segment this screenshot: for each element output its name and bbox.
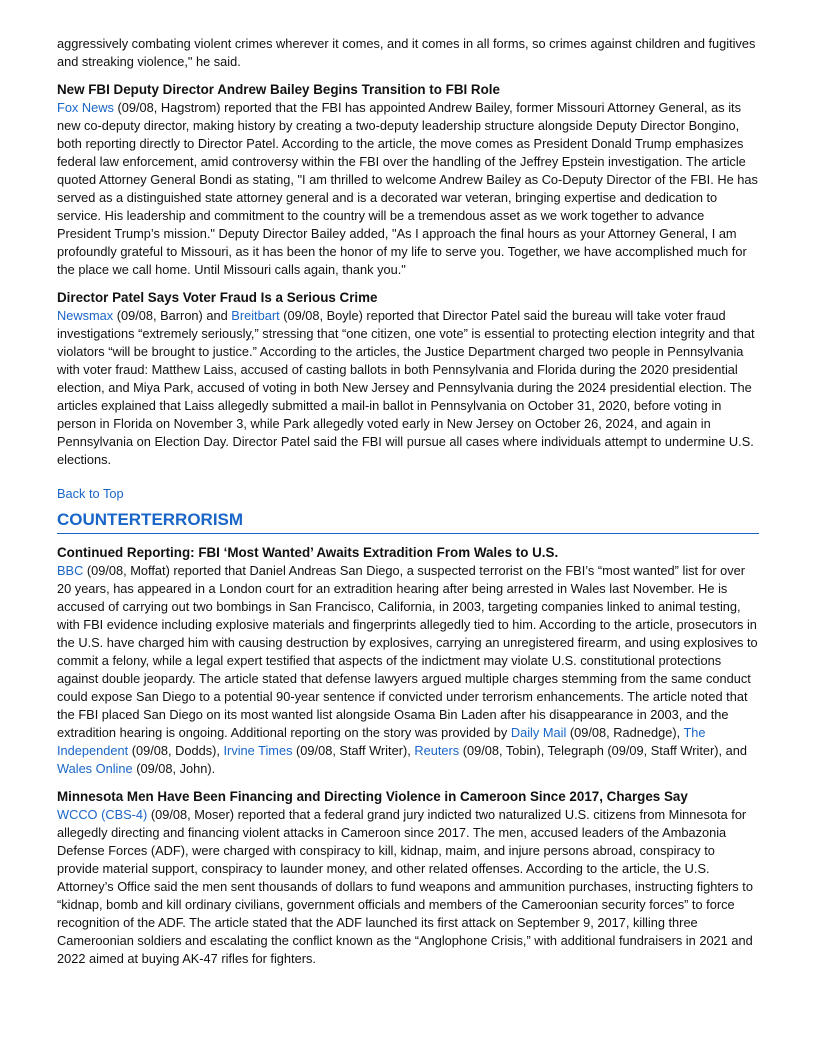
source-link-wcco[interactable]: WCCO (CBS-4) <box>57 807 148 822</box>
article-text: (09/08, Moser) reported that a federal grand jury indicted two naturalized U.S. citizens from Minnesota for allegedly directing and financing violent attacks in Cameroon since 2017. The men, accused leaders of the Ambazonia Defense Forces (ADF), were charged with conspiracy to kill, kidnap, maim, and injure persons abroad, conspiracy to provide material support, conspiracy to launder money, and other related offenses. According to the article, the U.S. Attorney’s Office said the men sent thousands of dollars to fund weapons and ammunition purchases, instructing fighters to “kidnap, bomb and kill ordinary civilians, government officials and members of the Cameroonian security forces” to force recognition of the ADF. The article stated that the ADF launched its first attack on September 9, 2017, killing three Cameroonian soldiers and escalating the conflict known as the “Anglophone Crisis,” with additional fundraisers in 2021 and 2022 aimed at buying AK-47 rifles for fighters. <box>57 807 753 966</box>
article-text: (09/08, Dodds), <box>128 743 224 758</box>
article-text: (09/08, Moffat) reported that Daniel Andreas San Diego, a suspected terrorist on the FBI’s “most wanted” list for over 20 years, has appeared in a London court for an extradition hearing after being arrested in Wales last November. He is accused of carrying out two bombings in San Francisco, California, in 2003, targeting companies linked to animal testing, with FBI evidence including explosive materials and fingerprints allegedly tied to him. According to the article, prosecutors in the U.S. have charged him with causing destruction by explosives, carrying an unregistered firearm, and using explosives to commit a felony, while a legal expert testified that aspects of the indictment may violate U.S. constitutional protections against double jeopardy. The article stated that defense lawyers argued multiple charges stemming from the same conduct could expose San Diego to a potential 90-year sentence if convicted under terrorism enhancements. The article noted that the FBI placed San Diego on its most wanted list alongside Osama Bin Laden after his disappearance in 2003, and the extradition hearing is ongoing. Additional reporting on the story was provided by <box>57 563 758 740</box>
article-body-voter-fraud <box>57 307 759 469</box>
source-link-wales-online[interactable]: Wales Online <box>57 761 133 776</box>
article-body-cameroon <box>57 806 759 968</box>
article-text: (09/08, Radnedge), <box>566 725 684 740</box>
article-text: (09/08, Barron) and <box>113 308 232 323</box>
article-body-bailey <box>57 99 759 279</box>
article-headline-bailey: New FBI Deputy Director Andrew Bailey Begins Transition to FBI Role <box>57 82 500 97</box>
article-headline-voter-fraud: Director Patel Says Voter Fraud Is a Serious Crime <box>57 290 378 305</box>
article-text: (09/08, Tobin), Telegraph (09/09, Staff Writer), and <box>459 743 748 758</box>
source-link-newsmax[interactable]: Newsmax <box>57 308 114 323</box>
source-link-the-independent[interactable]: The Independent <box>57 725 706 758</box>
source-link-daily-mail[interactable]: Daily Mail <box>510 725 567 740</box>
source-link-bbc[interactable]: BBC <box>57 563 84 578</box>
article-text: (09/08, Staff Writer), <box>292 743 415 758</box>
article-headline-cameroon: Minnesota Men Have Been Financing and Directing Violence in Cameroon Since 2017, Charges Say <box>57 789 688 804</box>
source-link-reuters[interactable]: Reuters <box>414 743 460 758</box>
back-to-top-link[interactable]: Back to Top <box>57 486 124 501</box>
source-link-irvine-times[interactable]: Irvine Times <box>223 743 293 758</box>
source-link-breitbart[interactable]: Breitbart <box>231 308 280 323</box>
article-text: (09/08, Hagstrom) reported that the FBI has appointed Andrew Bailey, former Missouri Attorney General, as its new co-deputy director, making history by creating a two-deputy leadership structure alongside Deputy Director Bongino, both reporting directly to Director Patel. According to the article, the move comes as President Donald Trump emphasizes federal law enforcement, amid controversy within the FBI over the handling of the Jeffrey Epstein investigation. The article quoted Attorney General Bondi as stating, "I am thrilled to welcome Andrew Bailey as Co-Deputy Director of the FBI. He has served as a distinguished state attorney general and is a decorated war veteran, bringing expertise and dedication to service. His leadership and commitment to the country will be a tremendous asset as we work together to advance President Trump’s mission." Deputy Director Bailey added, "As I approach the final hours as your Attorney General, I am profoundly grateful to Missouri, as it has been the honor of my life to serve you. Together, we have accomplished much for the place we call home. Until Missouri calls again, thank you." <box>57 100 758 277</box>
source-link-fox-news[interactable]: Fox News <box>57 100 114 115</box>
article-headline-extradition: Continued Reporting: FBI ‘Most Wanted’ Awaits Extradition From Wales to U.S. <box>57 545 559 560</box>
document-page <box>57 35 759 968</box>
section-title-counterterrorism: COUNTERTERRORISM <box>57 509 759 534</box>
article-text: (09/08, John). <box>132 761 216 776</box>
article-body-extradition <box>57 562 759 778</box>
article-text: (09/08, Boyle) reported that Director Patel said the bureau will take voter fraud investigations “extremely seriously,” stressing that “one citizen, one vote” is essential to protecting election integrity and that violators “will be brought to justice.” According to the articles, the Justice Department charged two people in Pennsylvania with voter fraud: Matthew Laiss, accused of casting ballots in both Pennsylvania and Florida during the 2020 presidential election, and Miya Park, accused of voting in both New Jersey and Pennsylvania during the 2024 presidential election. The articles explained that Laiss allegedly submitted a mail-in ballot in Pennsylvania on October 31, 2020, before voting in person in Florida on November 3, while Park allegedly voted early in New Jersey on October 26, 2024, and again in Pennsylvania on Election Day. Director Patel said the FBI will pursue all cases where individuals attempt to undermine U.S. elections. <box>57 308 755 467</box>
intro-paragraph: aggressively combating violent crimes wherever it comes, and it comes in all forms, so crimes against children and fugitives and streaking violence," he said. <box>57 36 756 69</box>
